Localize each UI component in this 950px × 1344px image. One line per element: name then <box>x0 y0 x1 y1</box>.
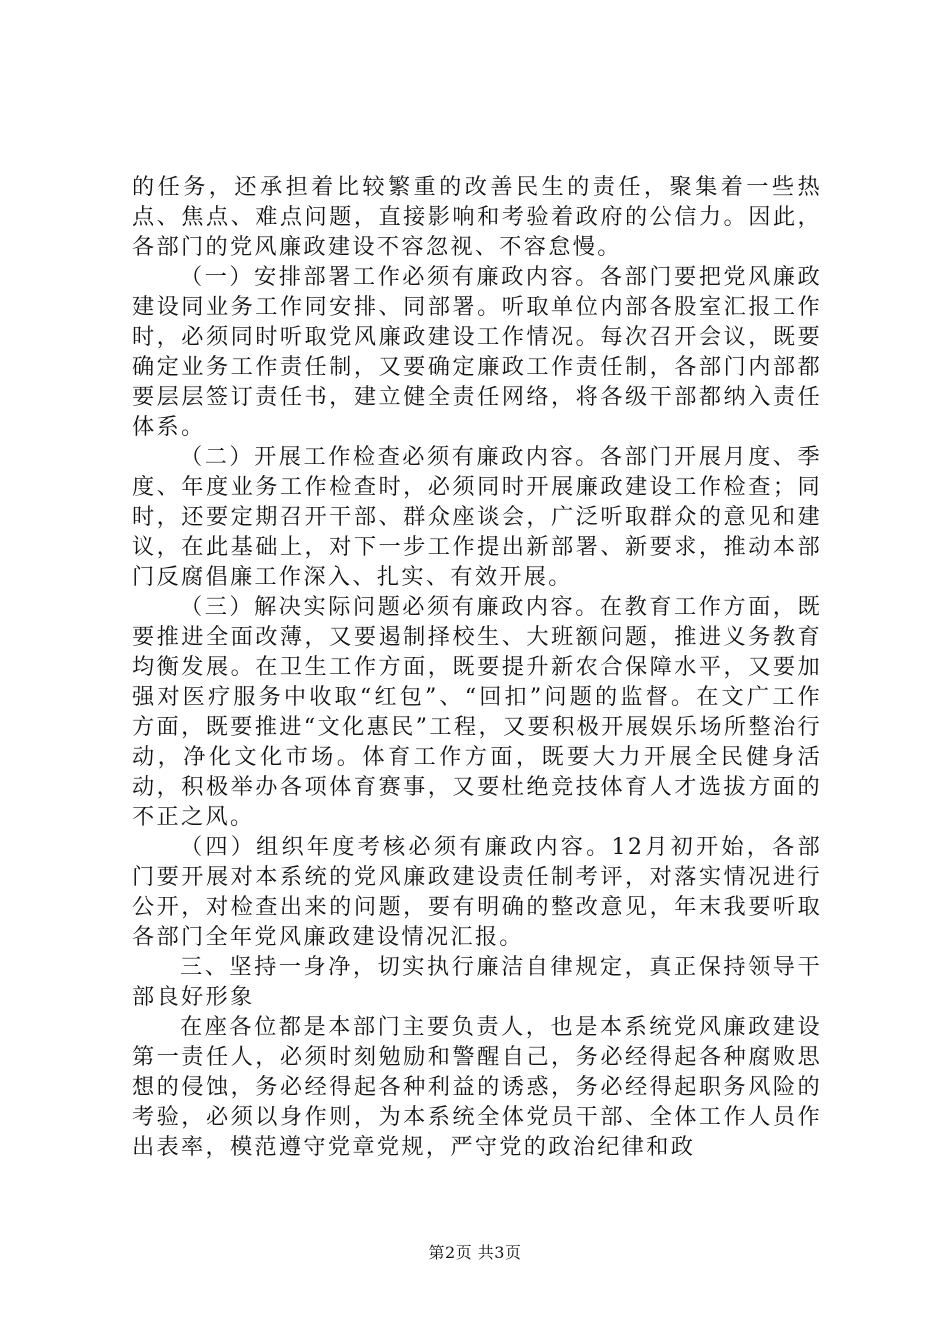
paragraph-section-1: （一）安排部署工作必须有廉政内容。各部门要把党风廉政建设同业务工作同安排、同部署。听取单位内部各股室汇报工作时，必须同时听取党风廉政建设工作情况。每次召开会议，既要确定业务工作责任制，又要确定廉政工作责任制，各部门内部都要层层签订责任书，建立健全责任网络，将各级干部都纳入责任体系。 <box>132 264 822 440</box>
paragraph-section-4: （四）组织年度考核必须有廉政内容。12月初开始，各部门要开展对本系统的党风廉政建设责任制考评，对落实情况进行公开，对检查出来的问题，要有明确的整改意见，年末我要听取各部门全年党风廉政建设情况汇报。 <box>132 834 822 950</box>
section-heading-three: 三、坚持一身净，切实执行廉洁自律规定，真正保持领导干部良好形象 <box>132 954 822 1010</box>
document-body <box>132 172 822 1162</box>
page-footer: 第2页 共3页 <box>428 1243 522 1262</box>
paragraph-section-3: （三）解决实际问题必须有廉政内容。在教育工作方面，既要推进全面改薄，又要遏制择校生、大班额问题，推进义务教育均衡发展。在卫生工作方面，既要提升新农合保障水平，又要加强对医疗服务中收取“红包”、“回扣”问题的监督。在文广工作方面，既要推进“文化惠民”工程，又要积极开展娱乐场所整治行动，净化文化市场。体育工作方面，既要大力开展全民健身活动，积极举办各项体育赛事，又要杜绝竞技体育人才选拔方面的不正之风。 <box>132 594 822 830</box>
paragraph-continuation: 的任务，还承担着比较繁重的改善民生的责任，聚集着一些热点、焦点、难点问题，直接影响和考验着政府的公信力。因此，各部门的党风廉政建设不容忽视、不容怠慢。 <box>132 174 822 260</box>
paragraph-responsibility: 在座各位都是本部门主要负责人，也是本系统党风廉政建设第一责任人，必须时刻勉励和警醒自己，务必经得起各种腐败思想的侵蚀，务必经得起各种利益的诱惑，务必经得起职务风险的考验，必须以身作则，为本系统全体党员干部、全体工作人员作出表率，模范遵守党章党规，严守党的政治纪律和政 <box>132 1014 822 1160</box>
paragraph-section-2: （二）开展工作检查必须有廉政内容。各部门开展月度、季度、年度业务工作检查时，必须同时开展廉政建设工作检查；同时，还要定期召开干部、群众座谈会，广泛听取群众的意见和建议，在此基础上，对下一步工作提出新部署、新要求，推动本部门反腐倡廉工作深入、扎实、有效开展。 <box>132 444 822 590</box>
